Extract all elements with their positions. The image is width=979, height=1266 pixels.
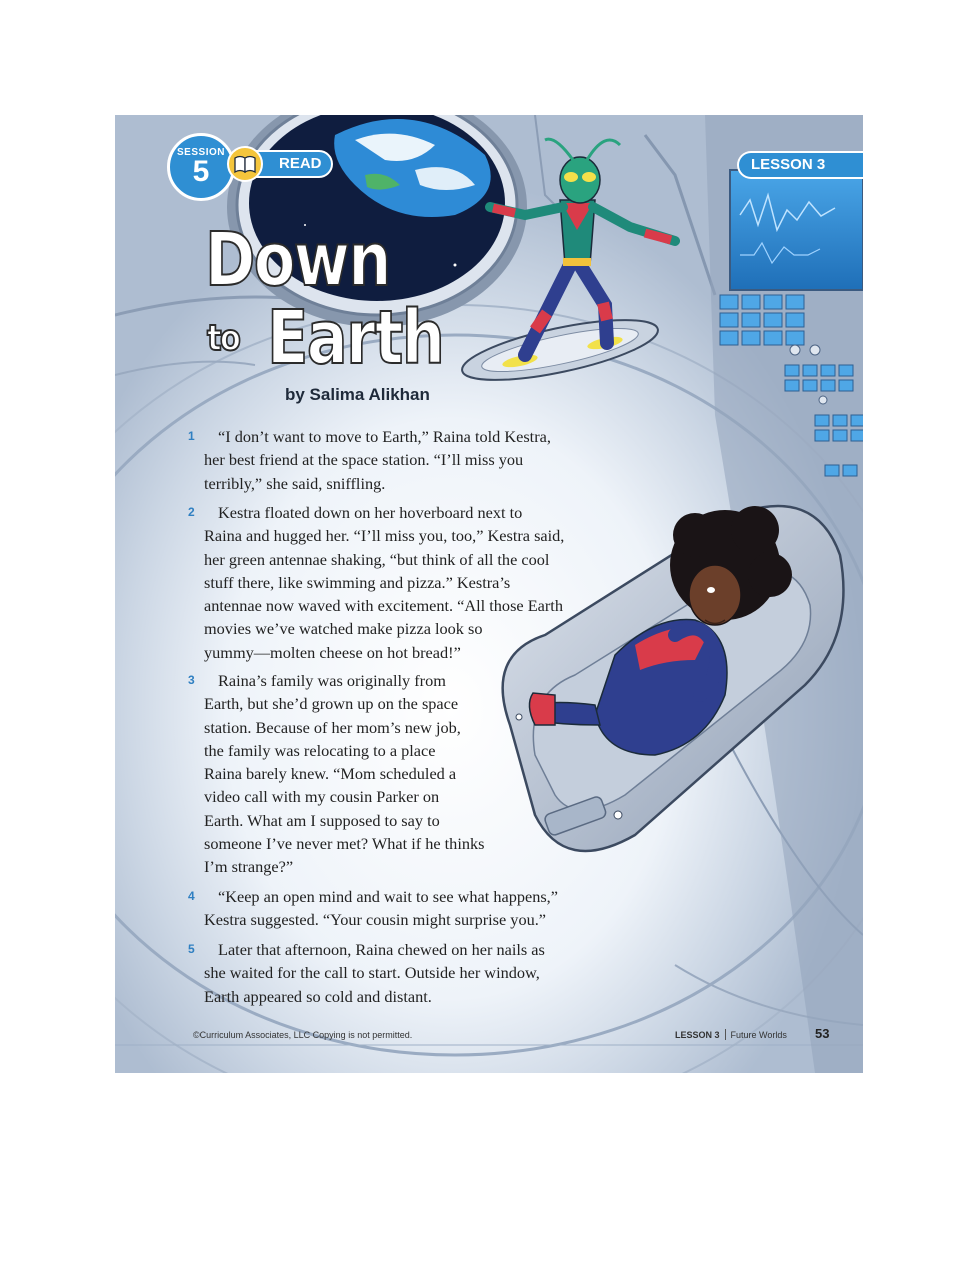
paragraph-line: antennae now waved with excitement. “All those Earth: [204, 596, 563, 616]
paragraph-line: movies we’ve watched make pizza look so: [204, 619, 483, 639]
paragraph-line: “I don’t want to move to Earth,” Raina told Kestra,: [218, 427, 551, 446]
paragraph-4: [188, 885, 558, 932]
paragraph-line: Earth, but she’d grown up on the space: [204, 694, 459, 714]
paragraph-line: stuff there, like swimming and pizza.” Kestra’s: [204, 572, 511, 592]
paragraph-line: she waited for the call to start. Outside her window,: [204, 963, 540, 983]
paragraph-number: 2: [188, 505, 195, 519]
paragraph-line: the family was relocating to a place: [204, 740, 436, 760]
paragraph-line: her green antennae shaking, “but think of all the cool: [204, 549, 550, 569]
story-title-line1: Down: [205, 217, 390, 303]
paragraph-line: video call with my cousin Parker on: [204, 787, 440, 807]
paragraph-line: her best friend at the space station. “I’ll miss you: [204, 450, 524, 470]
paragraph-line: someone I’ve never met? What if he thinks: [204, 834, 485, 854]
session-label: SESSION: [177, 147, 225, 158]
paragraph-line: station. Because of her mom’s new job,: [204, 717, 461, 737]
paragraph-line: Earth. What am I supposed to say to: [204, 810, 440, 830]
paragraph-1: [188, 425, 551, 495]
footer-divider: [725, 1029, 726, 1040]
session-badge: [167, 133, 235, 201]
page-number: 53: [815, 1026, 830, 1041]
book-icon: [227, 146, 263, 182]
read-label: READ: [243, 150, 333, 178]
paragraph-line: Raina’s family was originally from: [218, 671, 446, 690]
paragraph-line: “Keep an open mind and wait to see what happens,”: [218, 887, 558, 906]
story-title-to: to: [207, 318, 240, 359]
paragraph-number: 4: [188, 889, 195, 903]
footer-unit-title: Future Worlds: [730, 1030, 787, 1040]
paragraph-line: Raina and hugged her. “I’ll miss you, too,” Kestra said,: [204, 526, 565, 546]
paragraph-line: Kestra suggested. “Your cousin might surprise you.”: [204, 910, 547, 930]
paragraph-line: Later that afternoon, Raina chewed on her nails as: [218, 940, 545, 959]
paragraph-line: terribly,” she said, sniffling.: [204, 473, 386, 493]
paragraph-line: yummy—molten cheese on hot bread!”: [204, 642, 461, 662]
footer-lesson: [675, 1029, 787, 1040]
paragraph-line: Raina barely knew. “Mom scheduled a: [204, 764, 457, 784]
footer-lesson-label: LESSON 3: [675, 1030, 720, 1040]
copyright-notice: ©Curriculum Associates, LLC Copying is not permitted.: [193, 1030, 413, 1040]
paragraph-number: 3: [188, 673, 195, 687]
lesson-badge: LESSON 3: [737, 151, 863, 179]
paragraph-2: [188, 501, 565, 664]
paragraph-3: [188, 669, 485, 879]
story-page: [115, 115, 863, 1073]
paragraph-line: Kestra floated down on her hoverboard next to: [218, 503, 523, 522]
byline: by Salima Alikhan: [285, 385, 430, 404]
session-number: 5: [192, 155, 210, 188]
paragraph-line: Earth appeared so cold and distant.: [204, 986, 432, 1006]
paragraph-number: 5: [188, 942, 195, 956]
paragraph-5: [188, 938, 545, 1008]
story-title-line2: Earth: [267, 295, 444, 381]
paragraph-line: I’m strange?”: [204, 857, 294, 877]
paragraph-number: 1: [188, 429, 195, 443]
